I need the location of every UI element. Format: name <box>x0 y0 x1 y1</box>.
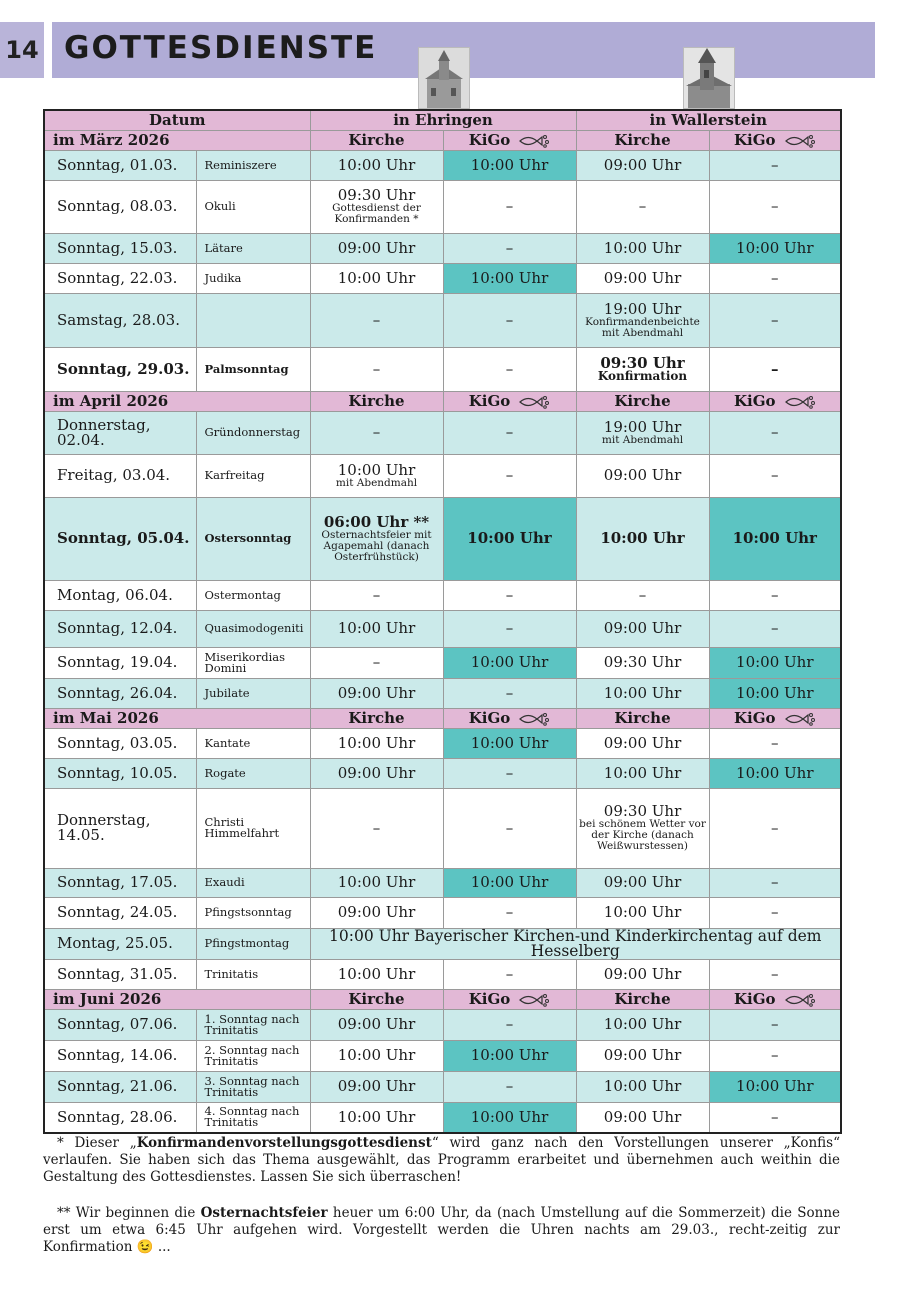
wallerstein-kigo-cell: – <box>709 180 841 233</box>
wallerstein-kigo-cell: 10:00 Uhr <box>709 678 841 708</box>
table-row <box>44 868 841 897</box>
wallerstein-kirche-cell: 10:00 Uhr <box>576 678 709 708</box>
sunday-cell: Lätare <box>196 233 310 263</box>
table-row <box>44 347 841 391</box>
table-row <box>44 1009 841 1040</box>
ehringen-kigo-cell: – <box>443 610 576 647</box>
sunday-cell: Kantate <box>196 728 310 758</box>
ehringen-kigo-cell: – <box>443 411 576 454</box>
ehringen-kirche-cell: – <box>310 347 443 391</box>
sunday-cell: Karfreitag <box>196 454 310 497</box>
ehringen-kigo-cell: 10:00 Uhr <box>443 1102 576 1133</box>
col-kirche: Kirche <box>310 391 443 411</box>
ehringen-kigo-cell: – <box>443 758 576 788</box>
date-cell: Sonntag, 31.05. <box>44 959 196 989</box>
wallerstein-kirche-cell: 09:30 Uhr <box>576 647 709 678</box>
col-kirche: Kirche <box>576 708 709 728</box>
wallerstein-kirche-cell: – <box>576 580 709 610</box>
date-cell: Sonntag, 29.03. <box>44 347 196 391</box>
ehringen-kigo-cell: – <box>443 678 576 708</box>
sunday-cell: 1. Sonntag nach Trinitatis <box>196 1009 310 1040</box>
wallerstein-kigo-cell: – <box>709 1040 841 1071</box>
wallerstein-kirche-cell: 10:00 Uhr <box>576 1071 709 1102</box>
sunday-cell <box>196 293 310 347</box>
date-cell: Sonntag, 01.03. <box>44 150 196 180</box>
col-kigo: KiGo <box>709 130 841 150</box>
ehringen-kirche-cell: – <box>310 293 443 347</box>
sunday-cell: Quasimodogeniti <box>196 610 310 647</box>
wallerstein-kirche-cell: 09:00 Uhr <box>576 1040 709 1071</box>
wallerstein-kirche-cell: 09:30 Uhr bei schönem Wetter vor der Kirche (danach Weißwurstessen) <box>576 788 709 868</box>
wallerstein-kigo-cell: 10:00 Uhr <box>709 758 841 788</box>
sunday-cell: Pfingstsonntag <box>196 897 310 928</box>
col-kirche: Kirche <box>576 989 709 1009</box>
ehringen-kigo-cell: 10:00 Uhr <box>443 647 576 678</box>
sunday-cell: Miserikordias Domini <box>196 647 310 678</box>
sunday-cell: Pfingstmontag <box>196 928 310 959</box>
sunday-cell: Okuli <box>196 180 310 233</box>
sunday-cell: Christi Himmelfahrt <box>196 788 310 868</box>
table-row <box>44 647 841 678</box>
ehringen-kirche-cell: 10:00 Uhr <box>310 150 443 180</box>
wallerstein-kigo-cell: – <box>709 959 841 989</box>
wallerstein-kigo-cell: 10:00 Uhr <box>709 497 841 580</box>
ehringen-kirche-cell: 10:00 Uhr <box>310 868 443 897</box>
date-cell: Sonntag, 19.04. <box>44 647 196 678</box>
wallerstein-kirche-cell: 09:00 Uhr <box>576 454 709 497</box>
fish-icon <box>784 993 816 1007</box>
table-row <box>44 1102 841 1133</box>
sunday-cell: Rogate <box>196 758 310 788</box>
ehringen-kigo-cell: 10:00 Uhr <box>443 1040 576 1071</box>
ehringen-kigo-cell: 10:00 Uhr <box>443 868 576 897</box>
wallerstein-kigo-cell: – <box>709 728 841 758</box>
sunday-cell: 4. Sonntag nach Trinitatis <box>196 1102 310 1133</box>
ehringen-kigo-cell: – <box>443 454 576 497</box>
sunday-cell: Ostersonntag <box>196 497 310 580</box>
col-kigo: KiGo <box>709 708 841 728</box>
page-title: GOTTESDIENSTE <box>64 30 378 66</box>
ehringen-kigo-cell: – <box>443 1071 576 1102</box>
date-cell: Montag, 25.05. <box>44 928 196 959</box>
table-row <box>44 180 841 233</box>
table-row <box>44 454 841 497</box>
ehringen-kigo-cell: – <box>443 293 576 347</box>
wallerstein-kigo-cell: – <box>709 347 841 391</box>
wallerstein-kirche-cell: – <box>576 180 709 233</box>
wallerstein-kigo-cell: – <box>709 788 841 868</box>
church-wallerstein-photo <box>683 47 735 109</box>
table-row <box>44 497 841 580</box>
ehringen-kigo-cell: – <box>443 580 576 610</box>
wallerstein-kigo-cell: – <box>709 868 841 897</box>
col-kirche: Kirche <box>576 391 709 411</box>
sunday-cell: Gründonnerstag <box>196 411 310 454</box>
page-number: 14 <box>0 22 44 78</box>
date-cell: Sonntag, 10.05. <box>44 758 196 788</box>
table-row <box>44 150 841 180</box>
wallerstein-kigo-cell: – <box>709 897 841 928</box>
col-kirche: Kirche <box>310 989 443 1009</box>
ehringen-kigo-cell: – <box>443 233 576 263</box>
wallerstein-kigo-cell: 10:00 Uhr <box>709 1071 841 1102</box>
wallerstein-kigo-cell: – <box>709 411 841 454</box>
fish-icon <box>518 395 550 409</box>
church-ehringen-photo <box>418 47 470 109</box>
sunday-cell: Reminiszere <box>196 150 310 180</box>
table-row <box>44 897 841 928</box>
sunday-cell: Judika <box>196 263 310 293</box>
fish-icon <box>518 712 550 726</box>
section-header <box>44 391 841 411</box>
date-cell: Sonntag, 21.06. <box>44 1071 196 1102</box>
section-label: im April 2026 <box>44 391 310 411</box>
ehringen-kirche-cell: 10:00 Uhr <box>310 728 443 758</box>
date-cell: Sonntag, 07.06. <box>44 1009 196 1040</box>
ehringen-kirche-cell: 09:30 Uhr Gottesdienst der Konfirmanden * <box>310 180 443 233</box>
ehringen-kigo-cell: – <box>443 180 576 233</box>
wallerstein-kigo-cell: – <box>709 610 841 647</box>
wallerstein-kirche-cell: 09:00 Uhr <box>576 868 709 897</box>
ehringen-kirche-cell: 10:00 Uhr <box>310 610 443 647</box>
date-cell: Sonntag, 12.04. <box>44 610 196 647</box>
date-cell: Sonntag, 28.06. <box>44 1102 196 1133</box>
section-header <box>44 130 841 150</box>
section-label: im März 2026 <box>44 130 310 150</box>
ehringen-kigo-cell: – <box>443 1009 576 1040</box>
table-row <box>44 610 841 647</box>
table-row <box>44 728 841 758</box>
ehringen-kirche-cell: 10:00 Uhr <box>310 1040 443 1071</box>
table-row <box>44 580 841 610</box>
ehringen-kirche-cell: 09:00 Uhr <box>310 897 443 928</box>
ehringen-kigo-cell: 10:00 Uhr <box>443 150 576 180</box>
sunday-cell: Jubilate <box>196 678 310 708</box>
table-row <box>44 1040 841 1071</box>
wallerstein-kigo-cell: 10:00 Uhr <box>709 233 841 263</box>
col-kirche: Kirche <box>310 708 443 728</box>
date-cell: Donnerstag, 02.04. <box>44 411 196 454</box>
section-header <box>44 708 841 728</box>
col-kigo: KiGo <box>709 391 841 411</box>
date-cell: Montag, 06.04. <box>44 580 196 610</box>
table-row <box>44 263 841 293</box>
footnote-osternacht: ** Wir beginnen die Osternachtsfeier heuer um 6:00 Uhr, da (nach Umstellung auf die Sommerzeit) die Sonne erst um etwa 6:45 Uhr aufgehen wird. Vorgestellt werden die Uhren nachts am 29.03., recht-zeitig zur Konfirmation 😉 ... <box>43 1205 840 1255</box>
col-kigo: KiGo <box>443 989 576 1009</box>
wallerstein-kirche-cell: 10:00 Uhr <box>576 897 709 928</box>
ehringen-kirche-cell: – <box>310 788 443 868</box>
date-cell: Freitag, 03.04. <box>44 454 196 497</box>
sunday-cell: Ostermontag <box>196 580 310 610</box>
col-kirche: Kirche <box>310 130 443 150</box>
ehringen-kirche-cell: 09:00 Uhr <box>310 678 443 708</box>
ehringen-kirche-cell: 10:00 Uhr <box>310 263 443 293</box>
wallerstein-kirche-cell: 09:00 Uhr <box>576 959 709 989</box>
date-cell: Samstag, 28.03. <box>44 293 196 347</box>
date-cell: Sonntag, 03.05. <box>44 728 196 758</box>
wallerstein-kirche-cell: 09:00 Uhr <box>576 610 709 647</box>
wink-emoji-icon: 😉 <box>136 1239 154 1255</box>
ehringen-kirche-cell: 06:00 Uhr ** Osternachtsfeier mit Agapemahl (danach Osterfrühstück) <box>310 497 443 580</box>
date-cell: Sonntag, 14.06. <box>44 1040 196 1071</box>
sunday-cell: Palmsonntag <box>196 347 310 391</box>
table-row <box>44 758 841 788</box>
wallerstein-kirche-cell: 09:00 Uhr <box>576 263 709 293</box>
ehringen-kirche-cell: 09:00 Uhr <box>310 1009 443 1040</box>
ehringen-kirche-cell: – <box>310 580 443 610</box>
wallerstein-kirche-cell: 10:00 Uhr <box>576 758 709 788</box>
sunday-cell: 2. Sonntag nach Trinitatis <box>196 1040 310 1071</box>
merged-event-cell: 10:00 Uhr Bayerischer Kirchen-und Kinderkirchentag auf dem Hesselberg <box>310 928 841 959</box>
col-datum: Datum <box>44 110 310 130</box>
table-row <box>44 293 841 347</box>
ehringen-kigo-cell: – <box>443 347 576 391</box>
table-row <box>44 678 841 708</box>
ehringen-kirche-cell: – <box>310 647 443 678</box>
wallerstein-kigo-cell: – <box>709 150 841 180</box>
ehringen-kirche-cell: 10:00 Uhr mit Abendmahl <box>310 454 443 497</box>
wallerstein-kirche-cell: 10:00 Uhr <box>576 1009 709 1040</box>
ehringen-kirche-cell: 09:00 Uhr <box>310 233 443 263</box>
sunday-cell: 3. Sonntag nach Trinitatis <box>196 1071 310 1102</box>
ehringen-kigo-cell: – <box>443 788 576 868</box>
date-cell: Sonntag, 22.03. <box>44 263 196 293</box>
section-label: im Mai 2026 <box>44 708 310 728</box>
ehringen-kigo-cell: 10:00 Uhr <box>443 497 576 580</box>
date-cell: Sonntag, 26.04. <box>44 678 196 708</box>
ehringen-kigo-cell: – <box>443 897 576 928</box>
section-label: im Juni 2026 <box>44 989 310 1009</box>
header-row <box>44 110 841 130</box>
wallerstein-kirche-cell: 09:00 Uhr <box>576 1102 709 1133</box>
date-cell: Sonntag, 15.03. <box>44 233 196 263</box>
date-cell: Sonntag, 05.04. <box>44 497 196 580</box>
wallerstein-kigo-cell: 10:00 Uhr <box>709 647 841 678</box>
wallerstein-kirche-cell: 09:00 Uhr <box>576 150 709 180</box>
col-kigo: KiGo <box>443 130 576 150</box>
table-row <box>44 788 841 868</box>
wallerstein-kirche-cell: 09:00 Uhr <box>576 728 709 758</box>
wallerstein-kirche-cell: 10:00 Uhr <box>576 497 709 580</box>
fish-icon <box>518 134 550 148</box>
wallerstein-kigo-cell: – <box>709 1102 841 1133</box>
date-cell: Sonntag, 24.05. <box>44 897 196 928</box>
col-kirche: Kirche <box>576 130 709 150</box>
wallerstein-kigo-cell: – <box>709 1009 841 1040</box>
date-cell: Sonntag, 08.03. <box>44 180 196 233</box>
wallerstein-kirche-cell: 09:30 Uhr Konfirmation <box>576 347 709 391</box>
wallerstein-kigo-cell: – <box>709 580 841 610</box>
wallerstein-kigo-cell: – <box>709 263 841 293</box>
date-cell: Donnerstag, 14.05. <box>44 788 196 868</box>
col-kigo: KiGo <box>443 708 576 728</box>
col-wallerstein: in Wallerstein <box>576 110 841 130</box>
ehringen-kirche-cell: – <box>310 411 443 454</box>
table-row <box>44 928 841 959</box>
col-kigo: KiGo <box>709 989 841 1009</box>
fish-icon <box>518 993 550 1007</box>
table-row <box>44 233 841 263</box>
ehringen-kirche-cell: 09:00 Uhr <box>310 1071 443 1102</box>
ehringen-kigo-cell: 10:00 Uhr <box>443 263 576 293</box>
wallerstein-kigo-cell: – <box>709 454 841 497</box>
ehringen-kirche-cell: 10:00 Uhr <box>310 959 443 989</box>
table-row <box>44 411 841 454</box>
ehringen-kigo-cell: 10:00 Uhr <box>443 728 576 758</box>
ehringen-kirche-cell: 09:00 Uhr <box>310 758 443 788</box>
sunday-cell: Trinitatis <box>196 959 310 989</box>
schedule-table <box>43 109 842 1134</box>
col-kigo: KiGo <box>443 391 576 411</box>
table-row <box>44 1071 841 1102</box>
fish-icon <box>784 134 816 148</box>
wallerstein-kirche-cell: 19:00 Uhr mit Abendmahl <box>576 411 709 454</box>
col-ehringen: in Ehringen <box>310 110 576 130</box>
wallerstein-kirche-cell: 19:00 Uhr Konfirmandenbeichte mit Abendmahl <box>576 293 709 347</box>
fish-icon <box>784 395 816 409</box>
wallerstein-kirche-cell: 10:00 Uhr <box>576 233 709 263</box>
ehringen-kirche-cell: 10:00 Uhr <box>310 1102 443 1133</box>
date-cell: Sonntag, 17.05. <box>44 868 196 897</box>
ehringen-kigo-cell: – <box>443 959 576 989</box>
fish-icon <box>784 712 816 726</box>
section-header <box>44 989 841 1009</box>
sunday-cell: Exaudi <box>196 868 310 897</box>
footnote-konfirmanden: * Dieser „Konfirmandenvorstellungsgottesdienst“ wird ganz nach den Vorstellungen unserer „Konfis“ verlaufen. Sie haben sich das Thema ausgewählt, das Programm erarbeitet und übernehmen auch weithin die Gestaltung des Gottesdienstes. Lassen Sie sich überraschen! <box>43 1135 841 1185</box>
wallerstein-kigo-cell: – <box>709 293 841 347</box>
table-row <box>44 959 841 989</box>
